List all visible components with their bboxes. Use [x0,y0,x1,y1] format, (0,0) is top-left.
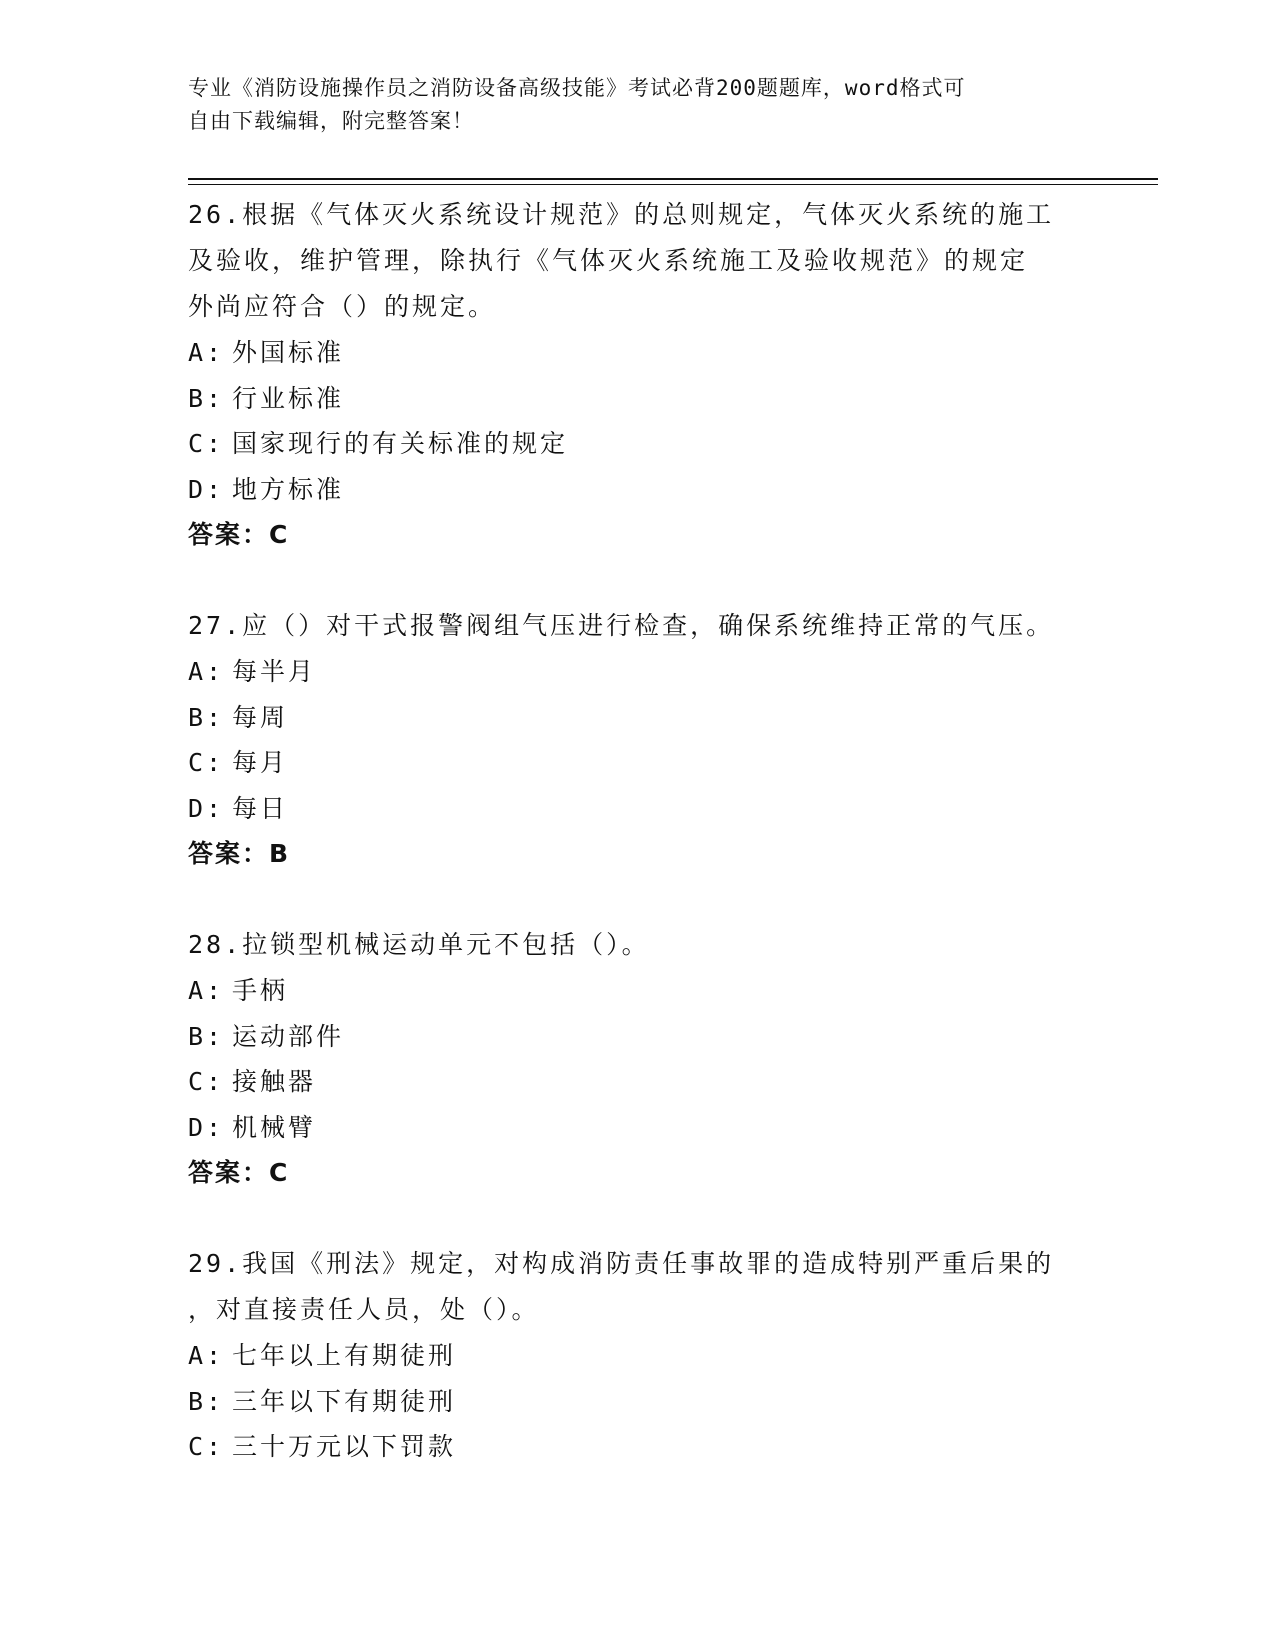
option-item [188,1379,1088,1425]
header-line-2: 自由下载编辑，附完整答案！ [188,109,474,133]
option-item [188,786,1088,832]
option-text: 三年以下有期徒刑 [232,1386,457,1416]
option-text: 地方标准 [232,474,345,504]
option-item [188,1059,1088,1105]
question-text: ，对直接责任人员，处（）。 [188,1295,540,1324]
document-header [188,72,1068,138]
header-divider-thick [188,178,1158,180]
question-stem-line [188,1287,1088,1333]
question-stem-line [188,284,1088,330]
question-text: 根据《气体灭火系统设计规范》的总则规定，气体灭火系统的施工 [242,200,1055,229]
header-divider-thin [188,184,1158,185]
option-text: 外国标准 [232,338,345,367]
option-item [188,649,1088,695]
option-item [188,1105,1088,1151]
question-text: 应（）对干式报警阀组气压进行检查，确保系统维持正常的气压。 [242,611,1055,640]
question-item [188,603,1088,877]
option-text: 行业标准 [232,383,345,413]
option-text: 手柄 [232,976,289,1005]
question-text: 及验收，维护管理，除执行《气体灭火系统施工及验收规范》的规定 [188,246,1029,275]
question-number: 27. [188,611,243,640]
option-key: C: [188,1432,225,1461]
option-key: C: [188,429,225,458]
option-key: B: [188,702,225,732]
question-list [188,192,1088,1515]
option-item [188,1014,1088,1060]
question-stem-first-line [188,922,1088,968]
header-line-1: 专业《消防设施操作员之消防设备高级技能》考试必背200题题库，word格式可 [188,76,966,100]
question-number: 29. [188,1249,243,1278]
option-key: A: [188,976,225,1005]
option-key: D: [188,474,225,504]
option-item [188,330,1088,376]
option-text: 每日 [232,793,289,823]
option-text: 国家现行的有关标准的规定 [232,429,569,458]
question-stem-first-line [188,192,1088,238]
option-text: 运动部件 [232,1021,345,1051]
option-text: 每周 [232,702,289,732]
option-text: 七年以上有期徒刑 [232,1341,457,1370]
option-item [188,376,1088,422]
option-item [188,1424,1088,1470]
option-key: B: [188,383,225,413]
option-item [188,968,1088,1014]
answer-line: 答案：B [188,839,291,868]
option-key: B: [188,1386,225,1416]
option-key: A: [188,338,225,367]
question-number: 28. [188,930,243,959]
option-text: 机械臂 [232,1112,317,1142]
option-key: C: [188,1067,225,1096]
question-item [188,922,1088,1196]
question-item [188,192,1088,558]
option-key: D: [188,1112,225,1142]
question-text: 拉锁型机械运动单元不包括（）。 [242,930,650,959]
question-text: 外尚应符合（）的规定。 [188,292,497,321]
option-text: 三十万元以下罚款 [232,1432,457,1461]
question-number: 26. [188,200,243,229]
question-text: 我国《刑法》规定，对构成消防责任事故罪的造成特别严重后果的 [242,1249,1055,1278]
question-stem-first-line [188,1241,1088,1287]
question-item [188,1241,1088,1470]
option-text: 接触器 [232,1067,317,1096]
option-item [188,1333,1088,1379]
option-key: D: [188,793,225,823]
answer-line: 答案：C [188,1158,290,1187]
option-item [188,695,1088,741]
question-stem-first-line [188,603,1088,649]
option-key: C: [188,748,225,777]
option-item [188,740,1088,786]
option-item [188,467,1088,513]
option-text: 每月 [232,748,289,777]
option-key: A: [188,657,225,686]
option-text: 每半月 [232,657,317,686]
question-stem-line [188,238,1088,284]
answer-line: 答案：C [188,520,290,549]
option-key: A: [188,1341,225,1370]
option-item [188,421,1088,467]
option-key: B: [188,1021,225,1051]
